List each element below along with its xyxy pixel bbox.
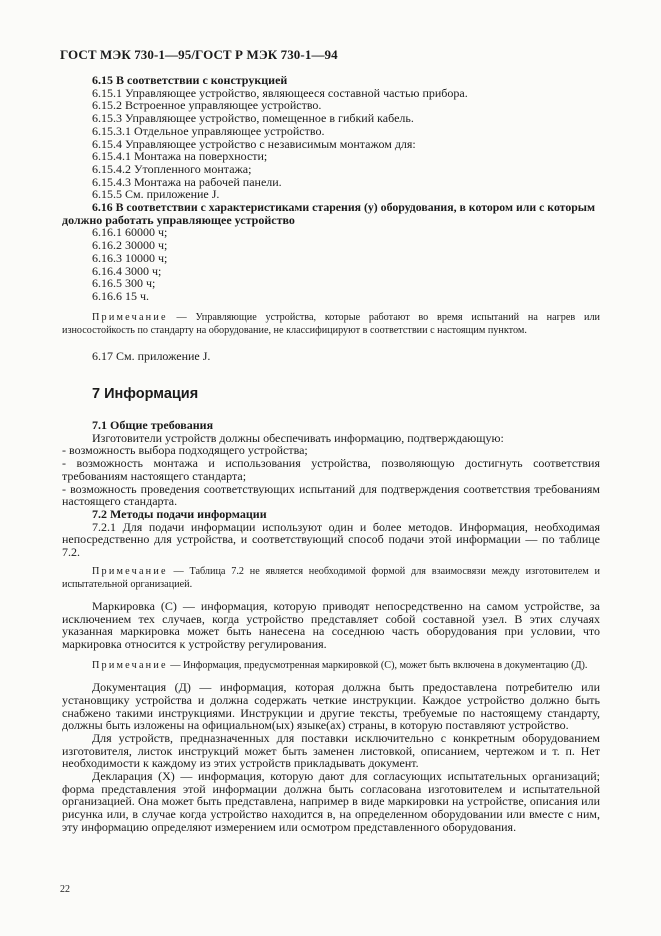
note-7-2-1 [62, 565, 600, 592]
note-text: — Управляющие устройства, которые работают во время испытаний на нагрев или износостойкость по стандарту на оборудование, не классифицируют в соответствии с настоящим пунктом. [62, 311, 600, 337]
note-6-16 [62, 311, 600, 338]
paragraph-marking: Маркировка (С) — информация, которую приводят непосредственно на самом устройстве, за исключением тех случаев, когда устройство представляет собой составной узел. В этих случаях указанная маркировка может быть нанесена на соседнюю часть оборудования при условии, что маркировка относится к устройству регулирования. [62, 598, 600, 651]
section-6-17: 6.17 См. приложение J. [92, 348, 211, 363]
list-item: 6.15.4.2 Утопленного монтажа; [92, 161, 252, 176]
section-7-1-intro: Изготовители устройств должны обеспечивать информацию, подтверждающую: [92, 430, 504, 445]
paragraph-devices: Для устройств, предназначенных для поставки исключительно с конкретным оборудованием изготовителя, листок инструкций может быть заменен листовкой, описанием, чертежом и т. п. Нет необходимости к каждому из этих устройств прикладывать документ. [62, 730, 600, 771]
list-item: - возможность выбора подходящего устройства; [62, 443, 308, 458]
note-text: — Информация, предусмотренная маркировкой (С), может быть включена в документацию (Д). [167, 659, 588, 671]
list-item: 6.15.3 Управляющее устройство, помещенное в гибкий кабель. [92, 111, 414, 126]
note-label: Примечание [92, 565, 168, 577]
section-7-title: 7 Информация [92, 386, 199, 403]
note-text: — Таблица 7.2 не является необходимой формой для взаимосвязи между изготовителем и испытательной организацией. [62, 565, 600, 591]
page-content [62, 74, 600, 834]
section-7-1-title: 7.1 Общие требования [92, 418, 214, 433]
list-item: 6.16.1 60000 ч; [92, 225, 168, 240]
paragraph-7-2-1: 7.2.1 Для подачи информации используют один и более методов. Информация, необходимая непосредственно для устройства, и соответствующий способ подачи этой информации — по таблице 7.2. [62, 519, 600, 560]
page-number: 22 [60, 884, 70, 895]
section-6-16-title-line2: должно работать управляющее устройство [62, 212, 295, 227]
document-header: ГОСТ МЭК 730-1—95/ГОСТ Р МЭК 730-1—94 [60, 47, 338, 62]
list-item: 6.15.2 Встроенное управляющее устройство. [92, 98, 322, 113]
list-item: 6.15.5 См. приложение J. [92, 187, 220, 202]
list-item: 6.15.4.1 Монтажа на поверхности; [92, 149, 268, 164]
section-6-16-title-line1: 6.16 В соответствии с характеристиками старения (у) оборудования, в котором или с которым [92, 200, 596, 215]
list-item: - возможность монтажа и использования устройства, позволяющую достигнуть соответствия требованиям настоящего стандарта; [62, 456, 600, 483]
note-label: Примечание [92, 659, 168, 671]
section-7-2-title: 7.2 Методы подачи информации [92, 506, 267, 521]
paragraph-documentation: Документация (Д) — информация, которая должна быть предоставлена потребителю или установщику устройства и должна содержать четкие инструкции. Каждое устройство должно быть снабжено такими инструкциями. Инструкции и другие тексты, требуемые по настоящему стандарту, должны быть изложены на официальном(ых) языке(ах) страны, в которую поставляют устройство. [62, 680, 600, 733]
list-item: 6.16.6 15 ч. [92, 288, 150, 303]
list-item: - возможность проведения соответствующих испытаний для подтверждения соответствия требованиям настоящего стандарта. [62, 481, 600, 509]
list-item: 6.15.3.1 Отдельное управляющее устройство. [92, 123, 325, 138]
note-marking [62, 659, 600, 673]
list-item: 6.16.4 3000 ч; [92, 263, 162, 278]
note-label: Примечание [92, 311, 168, 323]
paragraph-declaration: Декларация (Х) — информация, которую дают для согласующих испытательных организаций; форма представления этой информации должна быть согласована изготовителем и испытательной организацией. Она может быть представлена, например в виде маркировки на устройстве, описания или рисунка или, в случае когда устройство находится в, на определенном оборудовании или вместе с ним, эту информацию определяют измерением или осмотром представленного оборудования. [62, 769, 600, 834]
list-item: 6.16.3 10000 ч; [92, 250, 168, 265]
list-item: 6.16.5 300 ч; [92, 276, 156, 291]
list-item: 6.15.1 Управляющее устройство, являющееся составной частью прибора. [92, 85, 468, 100]
list-item: 6.15.4 Управляющее устройство с независимым монтажом для: [92, 136, 416, 151]
section-6-15-title: 6.15 В соответствии с конструкцией [92, 73, 288, 87]
list-item: 6.16.2 30000 ч; [92, 238, 168, 253]
list-item: 6.15.4.3 Монтажа на рабочей панели. [92, 174, 282, 189]
